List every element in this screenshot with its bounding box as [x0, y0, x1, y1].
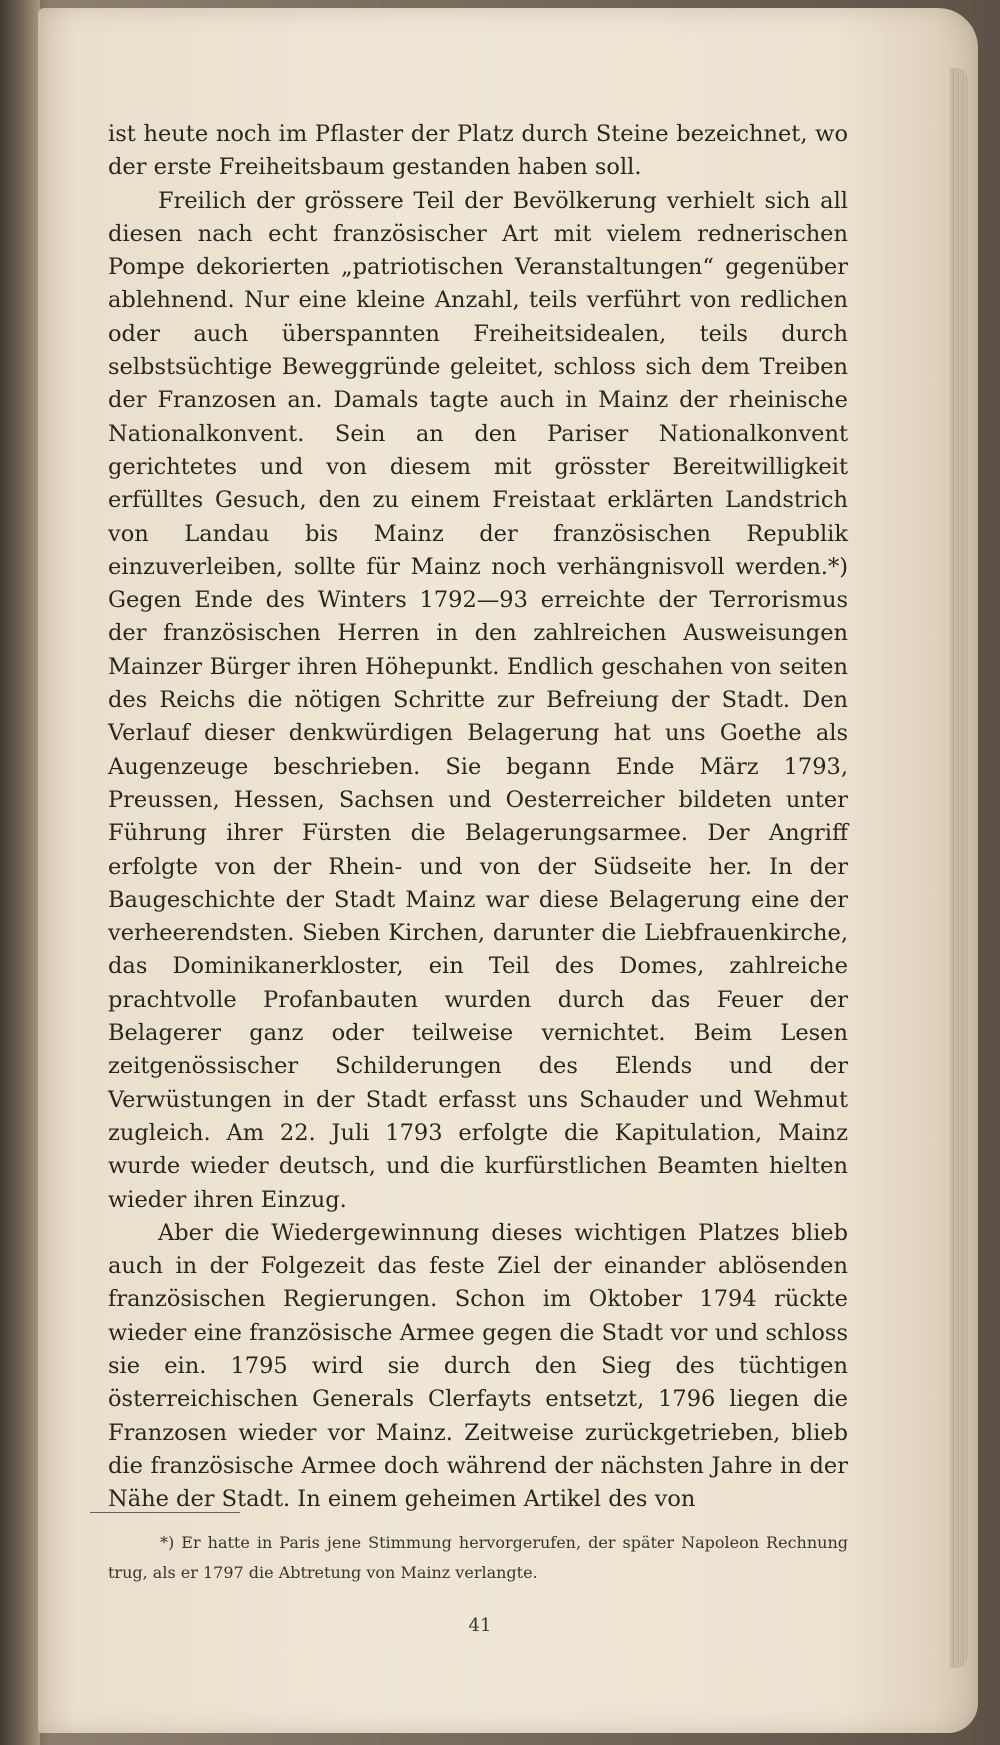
page-edges: [950, 68, 968, 1668]
binding-edge: [0, 0, 40, 1745]
paragraph-3: Aber die Wiedergewinnung dieses wichtigen Platzes blieb auch in der Folgezeit das feste Ziel der einander ablösenden französischen Regierungen. Schon im Oktober 1794 rückte wieder eine französische Armee gegen die Stadt vor und schloss sie ein. 1795 wird sie durch den Sieg des tüchtigen österreichischen Generals Clerfayts entsetzt, 1796 liegen die Franzosen wieder vor Mainz. Zeitweise zurückgetrieben, blieb die französische Armee doch während der nächsten Jahre in der Nähe der Stadt. In einem geheimen Artikel des von: [108, 1219, 848, 1513]
paragraph-1: ist heute noch im Pflaster der Platz durch Steine bezeichnet, wo der erste Freiheitsbaum gestanden haben soll.: [108, 121, 848, 181]
footnote: *) Er hatte in Paris jene Stimmung hervorgerufen, der später Napoleon Rechnung trug, als er 1797 die Abtretung von Mainz verlangte.: [108, 1533, 848, 1582]
body-text: [108, 118, 848, 1516]
page-number: 41: [468, 1615, 492, 1636]
footnote-rule: [90, 1512, 240, 1513]
paragraph-2: Freilich der grössere Teil der Bevölkerung verhielt sich all diesen nach echt französischer Art mit vielem rednerischen Pompe dekorierten „patriotischen Veranstaltungen“ gegenüber ablehnend. Nur eine kleine Anzahl, teils verführt von redlichen oder auch überspannten Freiheitsidealen, teils durch selbstsüchtige Beweggründe geleitet, schloss sich dem Treiben der Franzosen an. Damals tagte auch in Mainz der rheinische Nationalkonvent. Sein an den Pariser Nationalkonvent gerichtetes und von diesem mit grösster Bereitwilligkeit erfülltes Gesuch, den zu einem Freistaat erklärten Landstrich von Landau bis Mainz der französischen Republik einzuverleiben, sollte für Mainz noch verhängnisvoll werden.*) Gegen Ende des Winters 1792—93 erreichte der Terrorismus der französischen Herren in den zahlreichen Ausweisungen Mainzer Bürger ihren Höhepunkt. Endlich geschahen von seiten des Reichs die nötigen Schritte zur Befreiung der Stadt. Den Verlauf dieser denkwürdigen Belagerung hat uns Goethe als Augenzeuge beschrieben. Sie begann Ende März 1793, Preussen, Hessen, Sachsen und Oesterreicher bildeten unter Führung ihrer Fürsten die Belagerungsarmee. Der Angriff erfolgte von der Rhein- und von der Südseite her. In der Baugeschichte der Stadt Mainz war diese Belagerung eine der verheerendsten. Sieben Kirchen, darunter die Liebfrauenkirche, das Dominikanerkloster, ein Teil des Domes, zahlreiche prachtvolle Profanbauten wurden durch das Feuer der Belagerer ganz oder teilweise vernichtet. Beim Lesen zeitgenössischer Schilderungen des Elends und der Verwüstungen in der Stadt erfasst uns Schauder und Wehmut zugleich. Am 22. Juli 1793 erfolgte die Kapitulation, Mainz wurde wieder deutsch, und die kurfürstlichen Beamten hielten wieder ihren Einzug.: [108, 187, 848, 1213]
